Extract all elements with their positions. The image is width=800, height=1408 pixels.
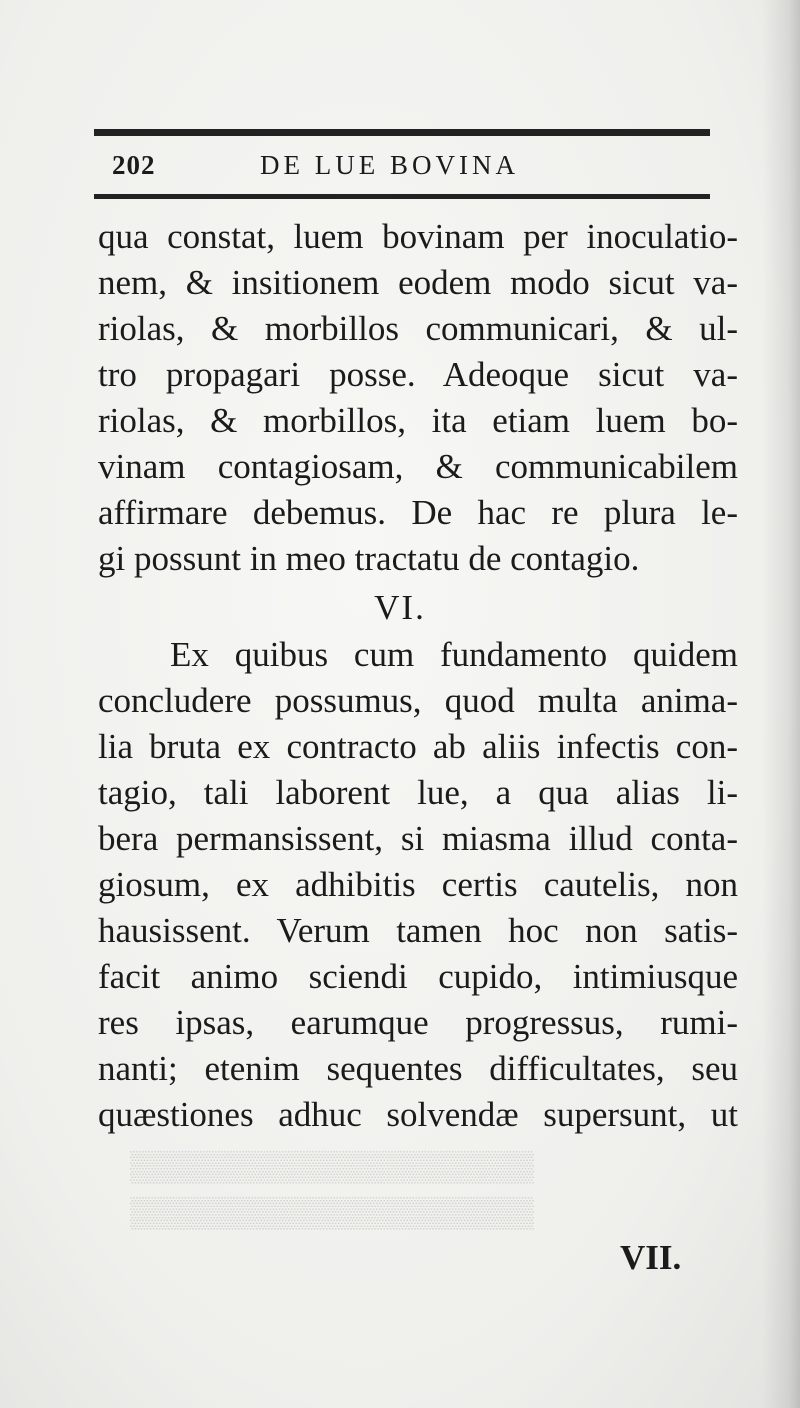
- header-rule-bottom: [94, 194, 710, 199]
- text-line: hausissent. Verum tamen hoc non satis-: [98, 911, 738, 950]
- section-heading: VI.: [374, 588, 426, 627]
- text-line: affirmare debemus. De hac re plura le-: [98, 493, 738, 532]
- show-through-text: ▒▒▒▒▒▒▒▒▒▒▒▒▒▒▒▒▒▒▒: [130, 1150, 534, 1183]
- running-title: DE LUE BOVINA: [260, 150, 519, 180]
- text-line: nem, & insitionem eodem modo sicut va-: [98, 263, 738, 302]
- text-line: riolas, & morbillos communicari, & ul-: [98, 309, 738, 348]
- running-head: [112, 150, 712, 186]
- text-line: nanti; etenim sequentes difficultates, seu: [98, 1049, 738, 1088]
- text-line: tro propagari posse. Adeoque sicut va-: [98, 355, 738, 394]
- text-line: Ex quibus cum fundamento quidem: [170, 635, 738, 674]
- text-line: qua constat, luem bovinam per inoculatio-: [98, 217, 738, 256]
- text-line: res ipsas, earumque progressus, rumi-: [98, 1003, 738, 1042]
- text-line: gi possunt in meo tractatu de contagio.: [98, 539, 640, 578]
- text-line: vinam contagiosam, & communicabilem: [98, 447, 738, 486]
- text-line: tagio, tali laborent lue, a qua alias li-: [98, 773, 738, 812]
- header-rule-top: [94, 129, 710, 136]
- text-line: bera permansissent, si miasma illud conta-: [98, 819, 738, 858]
- catchword: VII.: [620, 1238, 682, 1277]
- text-line: facit animo sciendi cupido, intimiusque: [98, 957, 738, 996]
- text-line: lia bruta ex contracto ab aliis infectis con-: [98, 727, 738, 766]
- text-line: quæstiones adhuc solvendæ supersunt, ut: [98, 1095, 738, 1134]
- page-edge-shadow: [762, 0, 800, 1408]
- show-through-text: ▒▒▒▒▒▒▒▒▒▒▒▒▒▒▒▒▒▒▒: [130, 1196, 534, 1229]
- text-line: giosum, ex adhibitis certis cautelis, non: [98, 865, 738, 904]
- text-line: riolas, & morbillos, ita etiam luem bo-: [98, 401, 738, 440]
- text-line: concludere possumus, quod multa anima-: [98, 681, 738, 720]
- page-number: 202: [112, 150, 156, 180]
